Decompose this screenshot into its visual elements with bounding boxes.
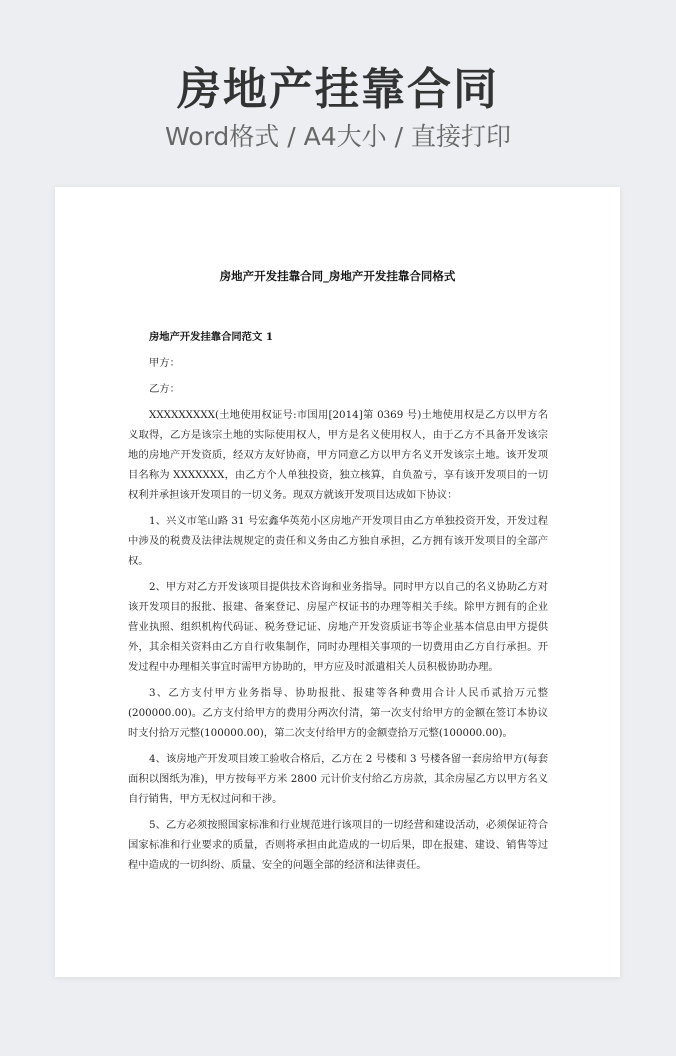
party-b-label: 乙方： — [149, 383, 180, 395]
paragraph-clause-4: 4、该房地产开发项目竣工验收合格后，乙方在 2 号楼和 3 号楼各留一套房给甲方(每套面积以图纸为准)，甲方按每平方米 2800 元计价支付给乙方房款，其余房屋乙方以甲方名义自行销售，甲方无权过问和干涉。 — [128, 753, 548, 805]
paragraph-clause-5: 5、乙方必须按照国家标准和行业规范进行该项目的一切经营和建设活动，必须保证符合国家标准和行业要求的质量，否则将承担由此造成的一切后果，即在报建、建设、销售等过程中造成的一切纠纷、质量、安全的问题全部的经济和法律责任。 — [128, 819, 548, 871]
document-title: 房地产开发挂靠合同_房地产开发挂靠合同格式 — [219, 269, 456, 283]
paragraph-clause-3: 3、乙方支付甲方业务指导、协助报批、报建等各种费用合计人民币贰拾万元整(200000.00)。乙方支付给甲方的费用分两次付清，第一次支付给甲方的金额在签订本协议时支付拾万元整(100000.00)，第二次支付给甲方的金额壹拾万元整(100000.00)。 — [128, 687, 548, 739]
paragraph-intro: XXXXXXXXX(土地使用权证号:市国用[2014]第 0369 号)土地使用权是乙方以甲方名义取得，乙方是该宗土地的实际使用权人，甲方是名义使用权人，由于乙方不具备开发该宗地的房地产开发资质，经双方友好协商，甲方同意乙方以甲方名义开发该宗土地。该开发项目名称为 XXXXXXX，由乙方个人单独投资，独立核算，自负盈亏，享有该开发项目的一切权利并承担该开发项目的一切义务。现双方就该开发项目达成如下协议： — [128, 409, 548, 501]
document-body — [128, 327, 548, 881]
paragraph-clause-1: 1、兴义市笔山路 31 号宏鑫华英苑小区房地产开发项目由乙方单独投资开发，开发过程中涉及的税费及法律法规规定的责任和义务由乙方独自承担，乙方拥有该开发项目的全部产权。 — [128, 515, 548, 567]
section-heading: 房地产开发挂靠合同范文 1 — [149, 331, 274, 343]
promo-subtitle: Word格式 / A4大小 / 直接打印 — [165, 122, 511, 151]
party-a-label: 甲方： — [149, 357, 180, 369]
paragraph-clause-2: 2、甲方对乙方开发该项目提供技术咨询和业务指导。同时甲方以自己的名义协助乙方对该开发项目的报批、报建、备案登记、房屋产权证书的办理等相关手续。除甲方拥有的企业营业执照、组织机构代码证、税务登记证、房地产开发资质证书等企业基本信息由甲方提供外，其余相关资料由乙方自行收集制作，同时办理相关事项的一切费用由乙方自行承担。开发过程中办理相关事宜时需甲方协助的，甲方应及时派遣相关人员积极协助办理。 — [128, 581, 548, 673]
promo-title: 房地产挂靠合同 — [177, 64, 499, 115]
document-page — [55, 187, 620, 977]
